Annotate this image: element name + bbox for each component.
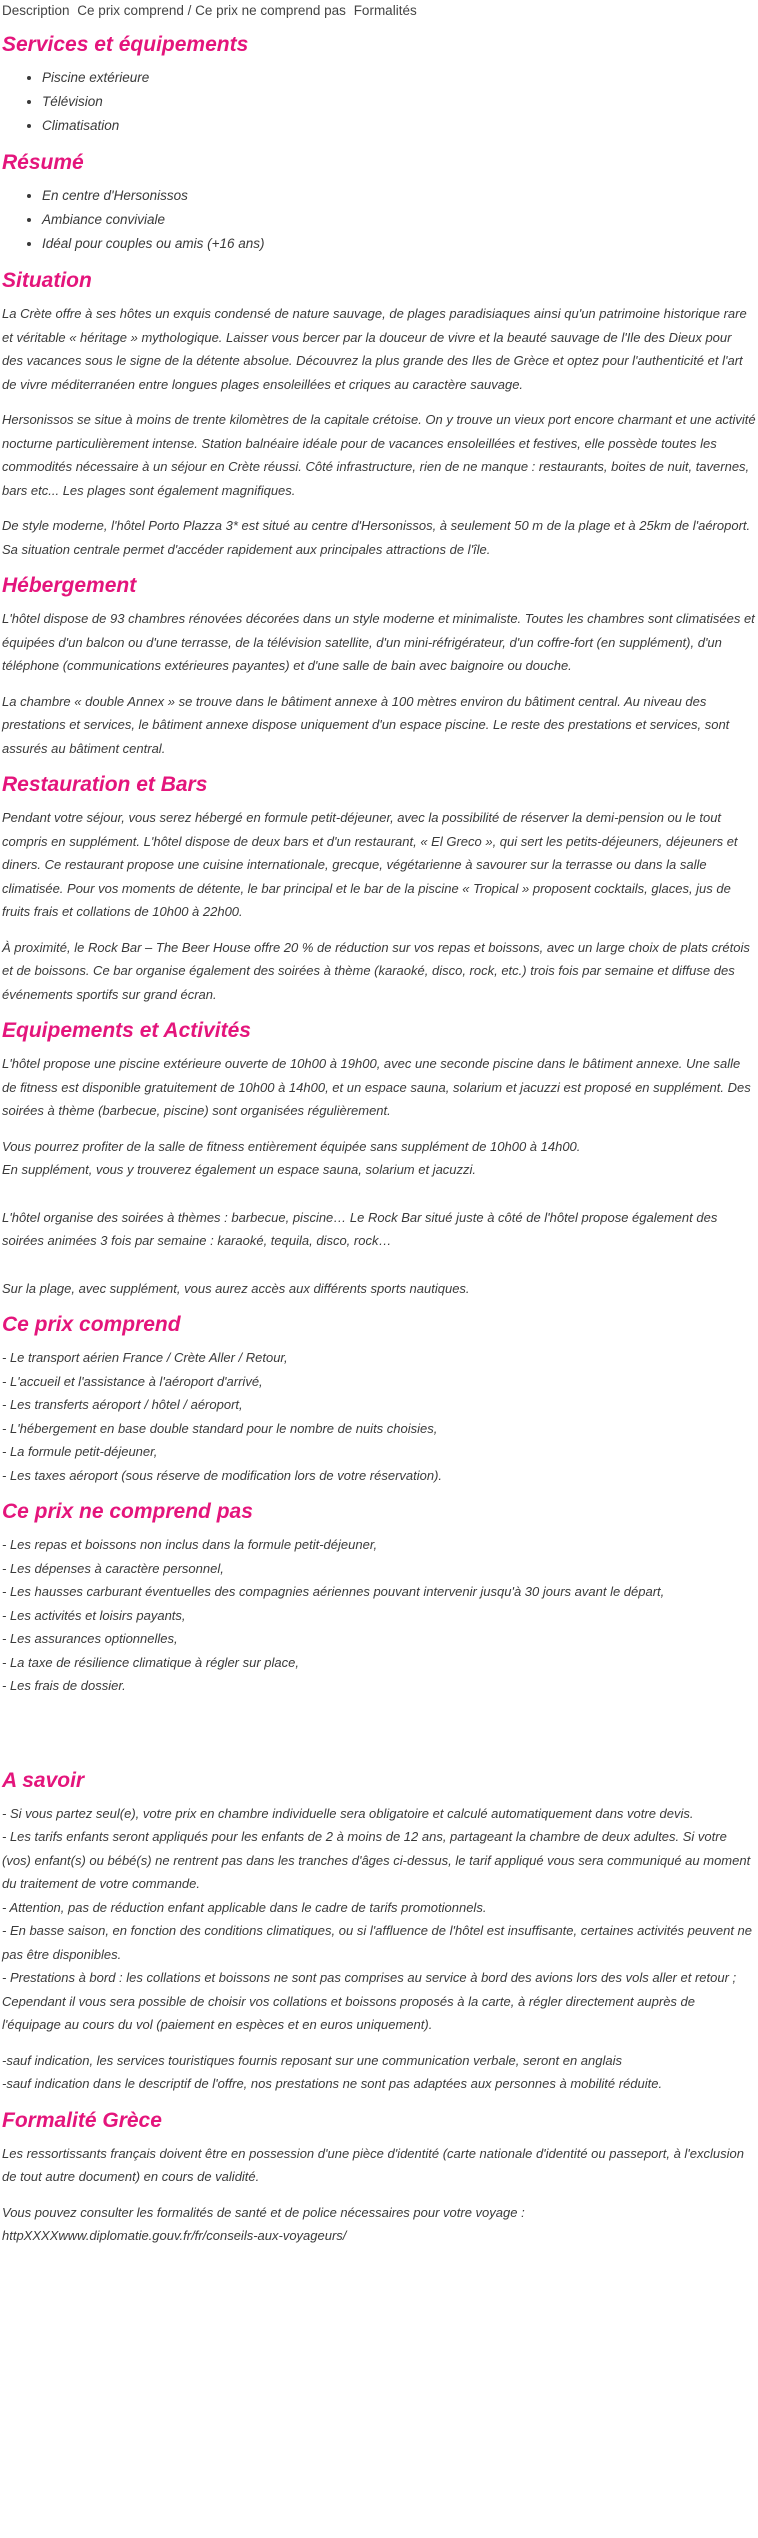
list-item: - La taxe de résilience climatique à régler sur place, [2,1654,299,1670]
ne-comprend-list [2,1533,756,1698]
list-item: - Le transport aérien France / Crète Aller / Retour, [2,1350,288,1365]
formalite-line: Vous pouvez consulter les formalités de santé et de police nécessaires pour votre voyage : [2,2204,525,2220]
tab-formalites[interactable]: Formalités [353,3,417,18]
savoir-title: A savoir [2,1768,85,1792]
formalite-paragraph-1: Les ressortissants français doivent être en possession d'une pièce d'identité (carte nationale d'identité ou passeport, à l'exclusion de tout autre document) en cours de validité. [2,2145,744,2184]
resume-title: Résumé [2,151,84,174]
tab-description[interactable]: Description [2,3,70,18]
savoir-notes [2,2049,756,2096]
situation-title: Situation [2,269,92,292]
list-item: • Piscine extérieure [42,66,756,90]
equipements-paragraph-2 [2,1135,756,1182]
comprend-title: Ce prix comprend [2,1313,181,1336]
formalite-link[interactable]: httpXXXXwww.diplomatie.gouv.fr/fr/conseils-aux-voyageurs/ [2,2228,347,2243]
ne-comprend-title: Ce prix ne comprend pas [2,1500,253,1523]
list-item: - L'hébergement en base double standard pour le nombre de nuits choisies, [2,1420,438,1436]
note-line: -sauf indication, les services touristiques fournis reposant sur une communication verbale, seront en anglais [2,2052,622,2068]
hebergement-paragraph-2: La chambre « double Annex » se trouve dans le bâtiment annexe à 100 mètres environ du bâtiment central. Au niveau des prestations et services, le bâtiment annexe dispose uniquement d'un espace piscine. Le reste des prestations et services, sont assurés au bâtiment central. [2,693,730,756]
list-item: - Les frais de dossier. [2,1678,126,1693]
restauration-title: Restauration et Bars [2,773,208,796]
equipements-paragraph-1: L'hôtel propose une piscine extérieure ouverte de 10h00 à 19h00, avec une seconde piscine dans le bâtiment annexe. Une salle de fitness est disponible gratuitement de 10h00 à 14h00, et un espace sauna, solarium et jacuzzi est proposé en supplément. Des soirées à thème (barbecue, piscine) sont organisées régulièrement. [2,1056,751,1118]
services-title: Services et équipements [2,33,249,56]
equipements-title: Equipements et Activités [2,1019,251,1042]
note-line: -sauf indication dans le descriptif de l'offre, nos prestations ne sont pas adaptées aux personnes à mobilité réduite. [2,2076,663,2091]
list-item: - En basse saison, en fonction des conditions climatiques, ou si l'affluence de l'hôtel est insuffisante, certaines activités peuvent ne pas être disponibles. [2,1923,753,1962]
equipements-paragraph-4: Sur la plage, avec supplément, vous aurez accès aux différents sports nautiques. [2,1280,470,1296]
restauration-paragraph-2: À proximité, le Rock Bar – The Beer House offre 20 % de réduction sur vos repas et boissons, avec un large choix de plats crétois et de boissons. Ce bar organise également des soirées à thème (karaoké, disco, rock, etc.) trois fois par semaine et diffuse des événements sportifs sur grand écran. [2,939,750,1002]
list-item: - Les activités et loisirs payants, [2,1607,186,1623]
list-item: - Les repas et boissons non inclus dans la formule petit-déjeuner, [2,1537,378,1552]
list-item: • Idéal pour couples ou amis (+16 ans) [42,232,756,256]
equipements-paragraph-3: L'hôtel organise des soirées à thèmes : barbecue, piscine… Le Rock Bar situé juste à côté de l'hôtel propose également des soirées animées 3 fois par semaine : karaoké, tequila, disco, rock… [2,1209,718,1248]
equipements-line: Vous pourrez profiter de la salle de fitness entièrement équipée sans supplément de 10h00 à 14h00. [2,1138,581,1154]
services-list [2,66,756,138]
spacer [2,1710,756,1756]
formalite-title: Formalité Grèce [2,2108,162,2132]
list-item: - Les dépenses à caractère personnel, [2,1560,224,1576]
list-item: - L'accueil et l'assistance à l'aéroport d'arrivé, [2,1373,263,1389]
list-item: • Ambiance conviviale [42,208,756,232]
comprend-list [2,1346,756,1487]
restauration-paragraph-1: Pendant votre séjour, vous serez hébergé en formule petit-déjeuner, avec la possibilité de réserver la demi-pension ou le tout compris en supplément. L'hôtel dispose de deux bars et d'un restaurant, « El Greco », qui sert les petits-déjeuners, déjeuners et diners. Ce restaurant propose une cuisine internationale, grecque, végétarienne à savourer sur la terrasse ou dans la salle climatisée. Pour vos moments de détente, le bar principal et le bar de la piscine « Tropical » proposent cocktails, glaces, jus de fruits frais et collations de 10h00 à 22h00. [2,810,738,919]
resume-list [2,184,756,256]
list-item: - Les assurances optionnelles, [2,1631,178,1646]
situation-paragraph-3: De style moderne, l'hôtel Porto Plazza 3* est situé au centre d'Hersonissos, à seulement 50 m de la plage et à 25km de l'aéroport. Sa situation centrale permet d'accéder rapidement aux principales attractions de l'île. [2,518,751,557]
list-item: - Les tarifs enfants seront appliqués pour les enfants de 2 à moins de 12 ans, partageant la chambre de deux adultes. Si votre (vos) enfant(s) ou bébé(s) ne rentrent pas dans les tranches d'âges ci-dessus, le tarif appliqué vous sera communiqué au moment du traitement de votre commande. [2,1829,751,1891]
list-item: • Télévision [42,90,756,114]
situation-paragraph-2: Hersonissos se situe à moins de trente kilomètres de la capitale crétoise. On y trouve un vieux port encore charmant et une activité nocturne particulièrement intense. Station balnéaire idéale pour de vacances ensoleillées et festives, elle possède toutes les commodités nécessaire à un séjour en Crète réussi. Côté infrastructure, rien de ne manque : restaurants, boites de nuit, tavernes, bars etc... Les plages sont également magnifiques. [2,412,756,498]
list-item: - Si vous partez seul(e), votre prix en chambre individuelle sera obligatoire et calculé automatiquement dans votre devis. [2,1805,694,1821]
list-item: - La formule petit-déjeuner, [2,1444,158,1459]
list-item: • Climatisation [42,114,756,138]
equipements-line: En supplément, vous y trouverez également un espace sauna, solarium et jacuzzi. [2,1162,477,1177]
list-item: - Les transferts aéroport / hôtel / aéroport, [2,1397,243,1412]
tab-prix[interactable]: Ce prix comprend / Ce prix ne comprend pas [77,3,346,18]
list-item: - Les hausses carburant éventuelles des compagnies aériennes pouvant intervenir jusqu'à 30 jours avant le départ, [2,1584,665,1599]
situation-paragraph-1: La Crète offre à ses hôtes un exquis condensé de nature sauvage, de plages paradisiaques ainsi qu'un patrimoine historique rare et véritable « héritage » mythologique. Laisser vous bercer par la douceur de vivre et la beauté sauvage de l'Ile des Dieux pour des vacances sous le signe de la détente absolue. Découvrez la plus grande des Iles de Grèce et optez pour l'authenticité et l'art de vivre méditerranéen entre longues plages ensoleillées et criques au caractère sauvage. [2,306,747,392]
hebergement-title: Hébergement [2,574,137,597]
formalite-paragraph-2 [2,2201,756,2248]
list-item: - Les taxes aéroport (sous réserve de modification lors de votre réservation). [2,1467,443,1483]
list-item: - Prestations à bord : les collations et boissons ne sont pas comprises au service à bord des avions lors des vols aller et retour ; Cependant il vous sera possible de choisir vos collations et boissons proposés à la carte, à régler directement auprès de l'équipage au cours du vol (paiement en espèces et en euros uniquement). [2,1970,737,2032]
list-item: - Attention, pas de réduction enfant applicable dans le cadre de tarifs promotionnels. [2,1899,487,1915]
list-item: • En centre d'Hersonissos [42,184,756,208]
savoir-list [2,1802,756,2037]
tabs [2,2,756,20]
hebergement-paragraph-1: L'hôtel dispose de 93 chambres rénovées décorées dans un style moderne et minimaliste. Toutes les chambres sont climatisées et équipées d'un balcon ou d'une terrasse, de la télévision satellite, d'un mini-réfrigérateur, d'un coffre-fort (en supplément), d'un téléphone (communications extérieures payantes) et d'une salle de bain avec baignoire ou douche. [2,611,755,673]
